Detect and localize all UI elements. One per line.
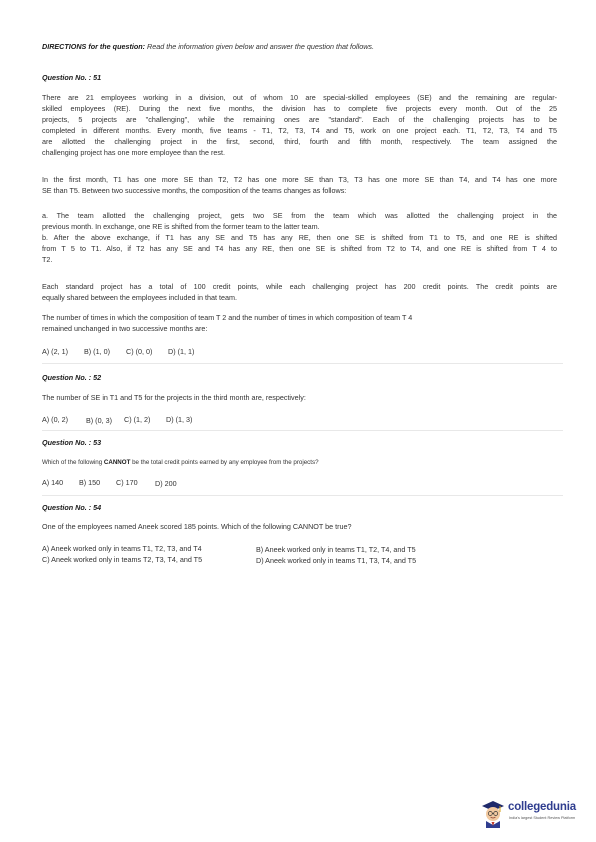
logo-wordmark: collegedunia — [508, 801, 576, 813]
q51-question-line: The number of times in which the composition of team T 2 and the number of times in which composition of team T 4 — [42, 313, 413, 322]
q53-option-a[interactable]: A) 140 — [42, 478, 64, 487]
q53-option-b[interactable]: B) 150 — [79, 478, 101, 487]
graduate-mascot-icon — [480, 798, 506, 828]
q51-para2-line: SE than T5. Between two successive months, the composition of the teams changes as follows: — [42, 186, 347, 195]
directions-line — [42, 42, 374, 51]
q54-option-d[interactable]: D) Aneek worked only in teams T1, T3, T4, and T5 — [256, 556, 417, 565]
separator — [42, 430, 563, 431]
q51-option-b[interactable]: B) (1, 0) — [84, 347, 110, 356]
q51-para1-line: completed in different months. Every month, five teams - T1, T2, T3, T4 and T5, work on one project each. T1, T2, T3, T4 and T5 — [42, 126, 557, 135]
q51-para3-line: b. After the above exchange, if T1 has any SE and T5 has any RE, then one SE is shifted from T1 to T5, and one RE is shifted — [42, 233, 557, 242]
q53-option-d[interactable]: D) 200 — [155, 479, 177, 488]
logo-tagline: India's largest Student Review Platform — [509, 816, 576, 820]
q53-question-post: be the total credit points earned by any employee from the projects? — [130, 459, 319, 466]
q54-question: One of the employees named Aneek scored 185 points. Which of the following CANNOT be true? — [42, 522, 352, 531]
separator — [42, 363, 563, 364]
q51-para3-line: from T 5 to T1. Also, if T2 has any SE and T4 has any RE, then one SE is shifted from T2 to T4, and one RE is shifted from T 4 to — [42, 244, 557, 253]
q51-para4-line: equally shared between the employees included in that team. — [42, 293, 237, 302]
collegedunia-logo[interactable] — [480, 798, 590, 830]
q53-option-c[interactable]: C) 170 — [116, 478, 138, 487]
q53-question-pre: Which of the following — [42, 459, 104, 466]
q51-para4-line: Each standard project has a total of 100 credit points, while each challenging project has 200 credit points. The credit points are — [42, 282, 557, 291]
q52-option-a[interactable]: A) (0, 2) — [42, 415, 68, 424]
q51-para3-line: a. The team allotted the challenging project, gets two SE from the team which was allotted the challenging project in the — [42, 211, 557, 220]
q53-question-bold: CANNOT — [103, 459, 131, 466]
separator — [42, 495, 563, 496]
q52-option-d[interactable]: D) (1, 3) — [166, 415, 193, 424]
q51-question-line: remained unchanged in two successive months are: — [42, 324, 208, 333]
directions-text: Read the information given below and answer the question that follows. — [147, 42, 374, 51]
q51-option-d[interactable]: D) (1, 1) — [168, 347, 195, 356]
q51-para1-line: skilled employees (RE). During the next five months, the division has to complete five projects every month. Out of the 25 — [42, 104, 557, 113]
question-54-heading: Question No. : 54 — [42, 503, 102, 512]
question-52-heading: Question No. : 52 — [42, 373, 102, 382]
q54-option-a[interactable]: A) Aneek worked only in teams T1, T2, T3, and T4 — [42, 544, 202, 553]
question-53-heading: Question No. : 53 — [42, 438, 102, 447]
q51-para2-line: In the first month, T1 has one more SE than T2, T2 has one more SE than T3, T3 has one more SE than T4, and T4 has one more — [42, 175, 557, 184]
q54-option-b[interactable]: B) Aneek worked only in teams T1, T2, T4, and T5 — [256, 545, 416, 554]
q51-para1-line: challenging project has one more employee than the rest. — [42, 148, 225, 157]
q51-option-a[interactable]: A) (2, 1) — [42, 347, 68, 356]
q51-para1-line: projects, 5 projects are "challenging", while the remaining ones are "standard". Each of the challenging projects has to be — [42, 115, 557, 124]
q51-para1-line: There are 21 employees working in a division, out of whom 10 are special-skilled employees (SE) and the remaining are regular- — [42, 93, 557, 102]
question-51-heading: Question No. : 51 — [42, 73, 102, 82]
q51-option-c[interactable]: C) (0, 0) — [126, 347, 153, 356]
q52-question: The number of SE in T1 and T5 for the projects in the third month are, respectively: — [42, 393, 306, 402]
q51-para3-line: T2. — [42, 255, 53, 264]
q52-option-c[interactable]: C) (1, 2) — [124, 415, 151, 424]
q54-option-c[interactable]: C) Aneek worked only in teams T2, T3, T4, and T5 — [42, 555, 203, 564]
q51-para3-line: previous month. In exchange, one RE is shifted from the former team to the latter team. — [42, 222, 320, 231]
q51-para1-line: are allotted the challenging project in the first, second, third, fourth and fifth month, respectively. The team assigned the — [42, 137, 557, 146]
q52-option-b[interactable]: B) (0, 3) — [86, 416, 112, 425]
q53-question — [42, 458, 319, 467]
directions-label: DIRECTIONS for the question: — [42, 42, 146, 51]
